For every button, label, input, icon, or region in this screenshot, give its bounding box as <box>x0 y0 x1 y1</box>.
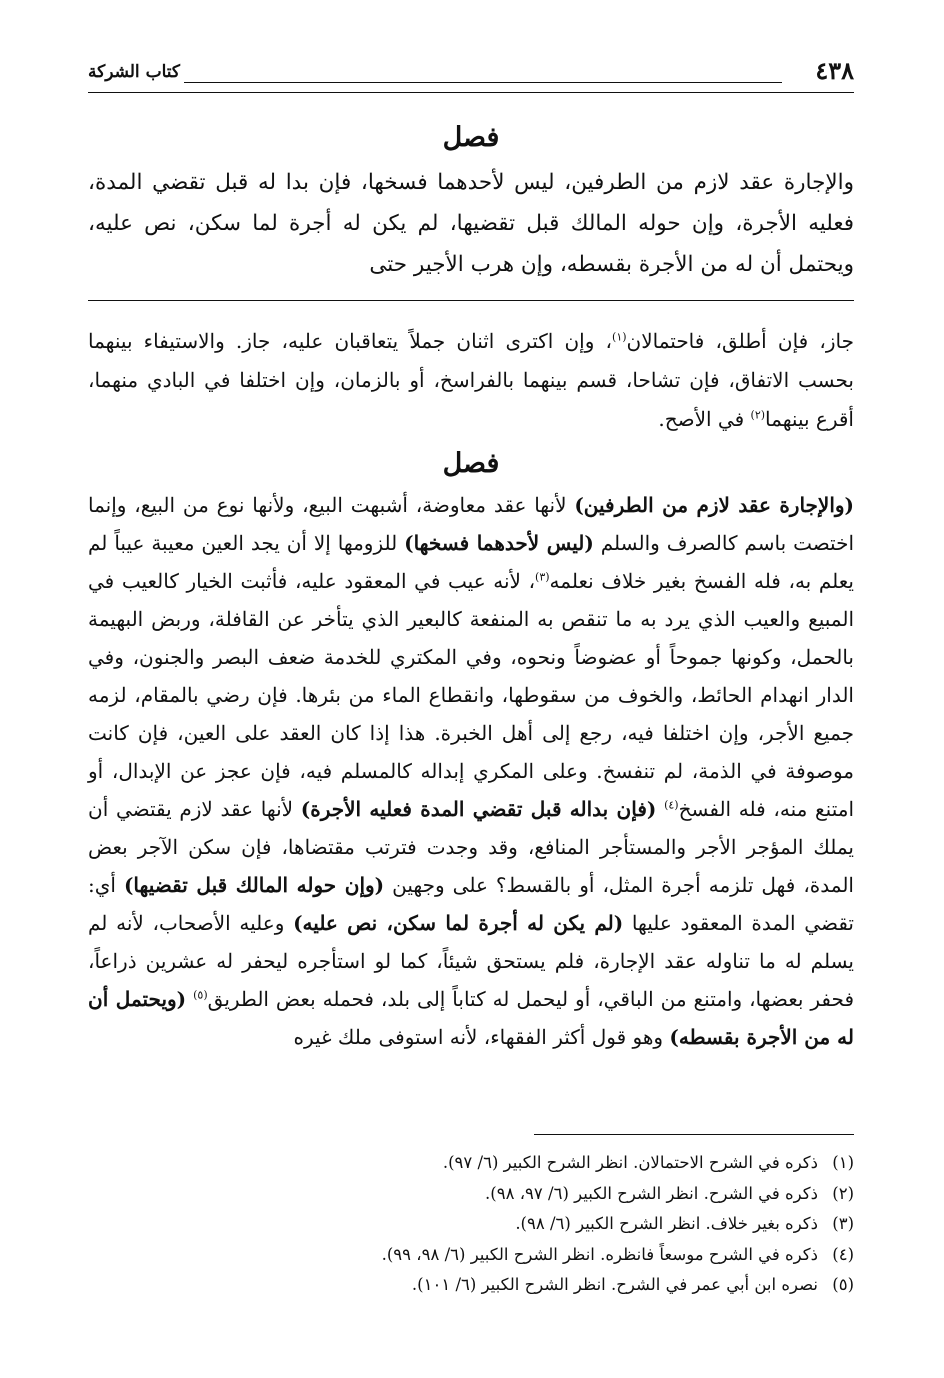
quoted-matn: (فإن بداله قبل تقضي المدة فعليه الأجرة) <box>300 797 657 821</box>
footnote-ref-4: (٤) <box>664 798 679 812</box>
footnote-ref-5: (٥) <box>193 988 208 1002</box>
matn-cont-text-1: جاز، فإن أطلق، فاحتمالان <box>626 329 854 353</box>
quoted-matn: (ليس لأحدهما فسخها) <box>404 531 594 555</box>
page-header <box>88 52 854 92</box>
sharh-section-title: فصل <box>442 448 500 479</box>
matn-paragraph: والإجارة عقد لازم من الطرفين، ليس لأحدهما فسخها، فإن بدا له قبل تقضي المدة، فعليه الأجرة، وإن حوله المالك قبل تقضيها، لم يكن له أجرة لما سكن، نص عليه، ويحتمل أن له من الأجرة بقسطه، وإن هرب الأجير حتى <box>88 170 854 277</box>
sharh-paragraph <box>88 486 854 1056</box>
commentary: لأنها عقد لازم يقتضي أن يملك المؤجر الأجر والمستأجر المنافع، وقد وجدت فترتب مقتضاها، فإن سكن الآجر بعض المدة، فهل تلزمه أجرة المثل، أو بالقسط؟ على وجهين <box>88 797 854 897</box>
commentary <box>656 797 664 821</box>
matn-continuation <box>88 322 854 439</box>
footnote-mark: (١) <box>832 1153 854 1172</box>
matn-separator-rule <box>88 300 854 301</box>
footnote-text: ذكره في الشرح موسعاً فانظره. انظر الشرح الكبير (٦/ ٩٨، ٩٩). <box>381 1244 818 1264</box>
commentary: أي: تقضي المدة المعقود عليها <box>88 873 855 935</box>
commentary: ، لأنه عيب في المعقود عليه، فأثبت الخيار كالعيب في المبيع والعيب الذي يرد به ما تنقص به المنفعة كالبعير الذي يتأخر عن القافلة، وربض البهيمة بالحمل، وكونها جموحاً أو عضوضاً ونحوه، وفي المكتري للخدمة ضعف البصر والجنون، وفي الدار انهدام الحائط، والخوف من سقوطها، وانقطاع الماء من بئرها. فإن رضي بالمقام، لزمه جميع الأجر، وإن اختلفا فيه، رجع إلى أهل الخبرة. هذا إذا كان العقد على العين، فإن كانت موصوفة في الذمة، لم تنفسخ. وعلى المكري إبداله كالمسلم فيه، فإن عجز عن الإبدال، أو امتنع منه، فله الفسخ <box>88 569 855 821</box>
matn-cont-text-2: ، وإن اكترى اثنان جملاً يتعاقبان عليه، جاز. والاستيفاء بينهما بحسب الاتفاق، فإن تشاحا، قسم بينهما بالفراسخ، أو بالزمان، وإن اختلفا في البادي منهما، أقرع بينهما <box>88 329 854 431</box>
commentary: لأنها عقد معاوضة، أشبهت البيع، ولأنها نوع من البيع، وإنما اختصت باسم كالصرف والسلم <box>88 493 855 555</box>
running-title: كتاب الشركة <box>88 62 180 82</box>
header-rule <box>88 92 854 93</box>
quoted-matn: (وإن حوله المالك قبل تقضيها) <box>123 873 385 897</box>
footnote-mark: (٤) <box>832 1244 854 1264</box>
footnotes <box>88 1148 854 1301</box>
matn-continuation-paragraph <box>88 322 854 439</box>
footnote <box>88 1148 854 1179</box>
page-number: ٤٣٨ <box>815 56 854 85</box>
matn-section-title: فصل <box>442 122 500 153</box>
footnote-text: ذكره في الشرح. انظر الشرح الكبير (٦/ ٩٧، ٩٨). <box>485 1183 818 1203</box>
footnote <box>88 1179 854 1210</box>
footnote <box>88 1270 854 1301</box>
commentary: وهو قول أكثر الفقهاء، لأنه استوفى ملك غيره <box>293 1025 670 1049</box>
commentary: للزومها إلا أن يجد العين معيبة عيباً لم يعلم به، فله الفسخ بغير خلاف نعلمه <box>88 531 854 593</box>
footnote-text: نصره ابن أبي عمر في الشرح. انظر الشرح الكبير (٦/ ١٠١). <box>411 1275 818 1294</box>
footnote-text: ذكره بغير خلاف. انظر الشرح الكبير (٦/ ٩٨). <box>515 1214 818 1233</box>
quoted-matn: (لم يكن له أجرة لما سكن، نص عليه) <box>293 911 624 935</box>
footnote-mark: (٢) <box>832 1183 854 1203</box>
footnote-mark: (٥) <box>832 1275 854 1294</box>
matn-text <box>88 162 854 285</box>
sharh-text <box>88 486 854 1056</box>
commentary: وعليه الأصحاب، لأنه لم يسلم له ما تناوله عقد الإجارة، فلم يستحق شيئاً، كما لو استأجره ليحفر له عشرين ذراعاً، فحفر بعضها، وامتنع من الباقي، أو ليحمل له كتاباً إلى بلد، فحمله بعض الطريق <box>88 911 855 1011</box>
footnote-text: ذكره في الشرح الاحتمالان. انظر الشرح الكبير (٦/ ٩٧). <box>442 1153 818 1172</box>
footnote-mark: (٣) <box>832 1214 854 1233</box>
footnote <box>88 1209 854 1240</box>
quoted-matn: (ويحتمل أن له من الأجرة بقسطه) <box>88 987 854 1049</box>
footnote-rule <box>534 1134 854 1135</box>
footnote-ref-3: (٣) <box>535 570 550 584</box>
footnote-ref-2: (٢) <box>750 408 766 422</box>
quoted-matn: (والإجارة عقد لازم من الطرفين) <box>574 493 854 517</box>
header-divider <box>184 82 782 83</box>
matn-cont-text-3: في الأصح. <box>658 407 751 431</box>
footnote <box>88 1240 854 1271</box>
footnote-ref-1: (١) <box>612 330 627 344</box>
